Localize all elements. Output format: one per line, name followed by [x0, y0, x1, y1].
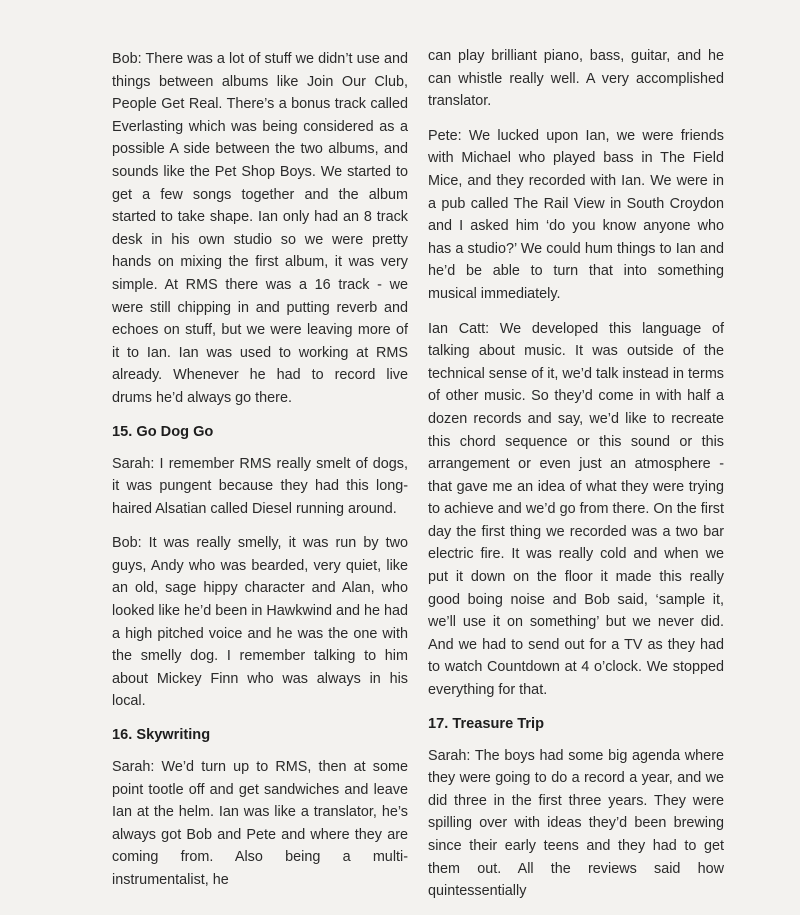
- section-heading-skywriting: 16. Skywriting: [112, 727, 211, 744]
- section-heading-go-dog-go: 15. Go Dog Go: [112, 423, 214, 440]
- paragraph-bob-bonus-tracks: Bob: There was a lot of stuff we didn’t use and things between albums like Join Our Club, People Get Real. There’s a bonus track called Everlasting which was being considered as a possible A side between the two albums, and sounds like the Pet Shop Boys. We started to get a few songs together and the album started to take shape. Ian only had an 8 track desk in his own studio so we were pretty hands on mixing the first album, it was very simple. At RMS there was a 16 track - we were still chipping in and putting reverb and echoes on stuff, but we were leaving more of it to Ian. Ian was used to working at RMS already. Whenever he had to record live drums he’d always go there.: [112, 51, 408, 406]
- paragraph-bob-smelly-studio: Bob: It was really smelly, it was run by two guys, Andy who was bearded, very quiet, like an old, sage hippy character and Alan, who looked like he’d been in Hawkwind and he had a high pitched voice and he was the one with the smelly dog. I remember talking to him about Mickey Finn who was always in his local.: [112, 535, 409, 710]
- left-column: [112, 48, 408, 904]
- paragraph-sarah-translator: Sarah: We’d turn up to RMS, then at some point tootle off and get sandwiches and leave Ian at the helm. Ian was like a translator, he’s always got Bob and Pete and where they are coming from. Also being a multi-instrumentalist, he: [112, 759, 408, 888]
- paragraph-translator-cont: can play brilliant piano, bass, guitar, and he can whistle really well. A very accomplished translator.: [428, 48, 724, 110]
- section-heading-treasure-trip: 17. Treasure Trip: [428, 715, 545, 732]
- right-column: [428, 45, 724, 915]
- paragraph-sarah-rms-dogs: Sarah: I remember RMS really smelt of dogs, it was pungent because they had this long-haired Alsatian called Diesel running around.: [112, 455, 408, 517]
- paragraph-pete-lucked-upon-ian: Pete: We lucked upon Ian, we were friends with Michael who played bass in The Field Mice, and they recorded with Ian. We were in a pub called The Rail View in South Croydon and I asked him ‘do you know anyone who has a studio?’ We could hum things to Ian and he’d be able to turn that into something musical immediately.: [428, 127, 724, 302]
- paragraph-sarah-big-agenda: Sarah: The boys had some big agenda where they were going to do a record a year, and we did three in the first three years. They were spilling over with ideas they’d been brewing since their early teens and they had to get them out. All the reviews said how quintessentially: [428, 747, 724, 900]
- paragraph-ian-catt-language: Ian Catt: We developed this language of talking about music. It was outside of the technical sense of it, we’d talk instead in terms of other music. So they’d come in with half a dozen records and say, we’d like to recreate this chord sequence or this sound or this arrangement or even just an atmosphere - that gave me an idea of what they were trying to achieve and we’d go from there. On the first day the first thing we recorded was a two bar electric fire. It was really cold and when we put it down on the floor it made this really good boing noise and Bob said, ‘sample it, we’ll use it on something’ but we never did. And we had to send out for a TV as they had to watch Countdown at 4 o’clock. We stopped everything for that.: [428, 320, 724, 699]
